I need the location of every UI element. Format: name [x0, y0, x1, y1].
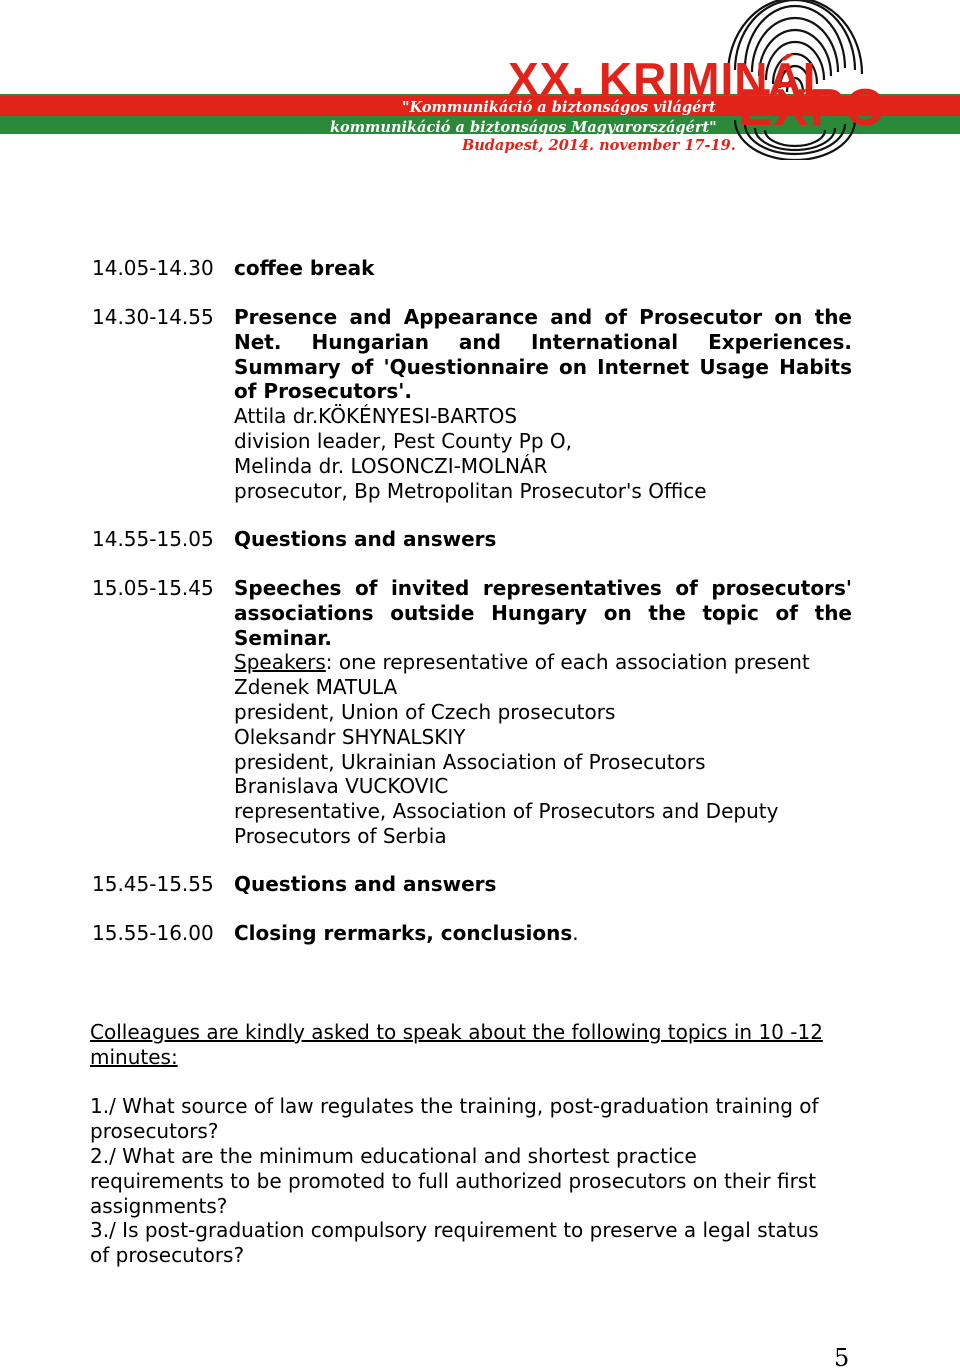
event-date: Budapest, 2014. november 17-19.: [462, 137, 736, 154]
agenda-title-line: Net. Hungarian and International Experiences.: [234, 329, 852, 354]
agenda-item: [92, 256, 852, 281]
topic-line: assignments?: [90, 1193, 228, 1218]
agenda-title-line: associations outside Hungary on the topic of the: [234, 600, 852, 625]
page-number: 5: [834, 1344, 850, 1372]
speaker-line: Zdenek MATULA: [234, 675, 398, 700]
agenda-time: 14.05-14.30: [92, 256, 214, 280]
speaker-line: prosecutor, Bp Metropolitan Prosecutor's Office: [234, 478, 707, 503]
agenda-item: [92, 872, 852, 897]
agenda-item: [92, 305, 852, 503]
speaker-line: president, Union of Czech prosecutors: [234, 699, 616, 724]
agenda-title-line: Speeches of invited representatives of prosecutors': [234, 576, 852, 600]
event-logo: [0, 0, 960, 160]
agenda-time: 15.55-16.00: [92, 921, 214, 945]
agenda-title-wrap: [234, 921, 852, 946]
event-slogan-line2: kommunikáció a biztonságos Magyarországért": [330, 119, 717, 136]
event-expo: EXPO: [738, 79, 887, 137]
event-slogan-line1: "Kommunikáció a biztonságos világért: [402, 99, 716, 116]
agenda-item: [92, 921, 852, 946]
speaker-line: Melinda dr. LOSONCZI-MOLNÁR: [234, 453, 548, 478]
agenda-time: 14.30-14.55: [92, 305, 214, 329]
speakers-label: Speakers: [234, 650, 326, 675]
agenda-time: 15.45-15.55: [92, 872, 214, 896]
agenda-title: Closing rermarks, conclusions: [234, 921, 573, 945]
agenda-title: coffee break: [234, 256, 375, 280]
event-title: XX. KRIMINÁL: [508, 53, 832, 105]
topics-intro-line: minutes:: [90, 1044, 178, 1069]
agenda-title: Questions and answers: [234, 527, 497, 551]
agenda-title-line: Summary of 'Questionnaire on Internet Usage Habits: [234, 354, 852, 379]
agenda-item: [92, 527, 852, 552]
agenda-item: [92, 576, 852, 849]
topic-line: 2./ What are the minimum educational and shortest practice: [90, 1143, 697, 1168]
topic-line: 3./ Is post-graduation compulsory requirement to preserve a legal status: [90, 1218, 819, 1243]
speaker-line: president, Ukrainian Association of Prosecutors: [234, 749, 706, 774]
speakers-intro-text: : one representative of each association present: [325, 650, 810, 675]
topics-intro-line: Colleagues are kindly asked to speak about the following topics in 10 -12: [90, 1020, 823, 1044]
speaker-line: representative, Association of Prosecutors and Deputy: [234, 799, 779, 824]
speaker-line: Prosecutors of Serbia: [234, 823, 447, 848]
topic-line: requirements to be promoted to full authorized prosecutors on their first: [90, 1168, 817, 1193]
agenda-time: 15.05-15.45: [92, 576, 214, 600]
agenda-title: Questions and answers: [234, 872, 497, 896]
speakers-intro: [234, 650, 852, 675]
agenda-title-line: Presence and Appearance and of Prosecutor on the: [234, 305, 852, 329]
topic-line: prosecutors?: [90, 1119, 219, 1144]
topics-section: [90, 1020, 860, 1268]
agenda-title-line: of Prosecutors'.: [234, 379, 413, 404]
topic-line: 1./ What source of law regulates the training, post-graduation training of: [90, 1094, 819, 1119]
speaker-line: division leader, Pest County Pp O,: [234, 428, 573, 453]
agenda-title-line: Seminar.: [234, 625, 333, 650]
speaker-line: Oleksandr SHYNALSKIY: [234, 724, 466, 749]
topic-line: of prosecutors?: [90, 1243, 245, 1268]
speaker-line: Branislava VUCKOVIC: [234, 774, 449, 799]
agenda-time: 14.55-15.05: [92, 527, 214, 551]
agenda-title-suffix: .: [572, 921, 579, 945]
speaker-line: Attila dr.KÖKÉNYESI-BARTOS: [234, 404, 518, 429]
